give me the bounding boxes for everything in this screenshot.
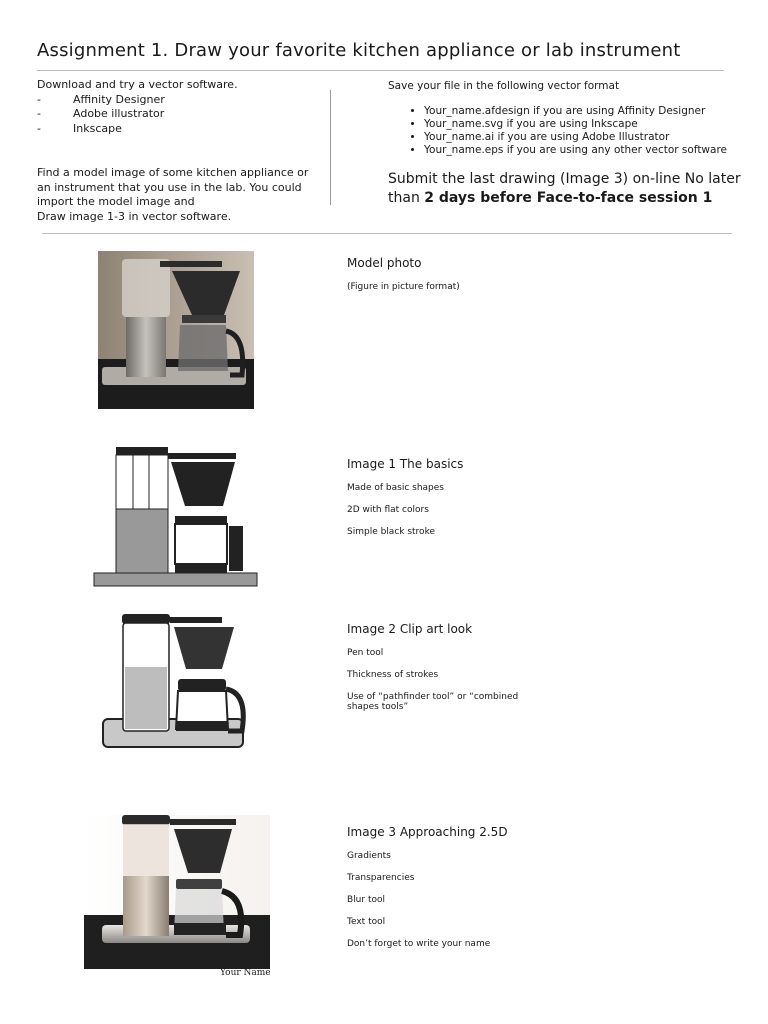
software-item: - Inkscape [37, 121, 122, 135]
image-1-flat-drawing [93, 446, 259, 588]
header-divider [42, 233, 732, 234]
software-item: - Affinity Designer [37, 92, 165, 106]
image-2-clip-art-drawing [102, 611, 248, 751]
format-item: • Your_name.ai if you are using Adobe Illustrator [424, 131, 758, 144]
signature-text: Your Name [220, 968, 271, 978]
left-instructions [37, 78, 327, 136]
format-item: • Your_name.afdesign if you are using Affinity Designer [424, 105, 758, 118]
section-model-photo: Model photo (Figure in picture format) [347, 256, 460, 292]
submit-deadline: Submit the last drawing (Image 3) on-line No later than 2 days before Face-to-face session 1 [388, 171, 741, 206]
save-intro: Save your file in the following vector format [388, 80, 620, 92]
intro-text: Download and try a vector software. [37, 78, 238, 91]
column-divider [330, 90, 331, 205]
title-divider [37, 70, 724, 71]
format-item: • Your_name.svg if you are using Inkscape [424, 118, 758, 131]
section-image-2: Image 2 Clip art look Pen tool Thickness of strokes Use of “pathfinder tool” or “combined shapes tools” [347, 622, 519, 712]
image-3-2-5d-drawing [84, 815, 270, 969]
task-text: Find a model image of some kitchen appliance or an instrument that you use in the lab. You could import the model image and Draw image 1-3 in vector software. [37, 166, 309, 223]
format-item: • Your_name.eps if you are using any other vector software [424, 144, 758, 157]
model-photo-coffee-maker [98, 251, 254, 409]
section-image-3: Image 3 Approaching 2.5D Gradients Transparencies Blur tool Text tool Don’t forget to write your name [347, 825, 508, 949]
section-image-1: Image 1 The basics Made of basic shapes 2D with flat colors Simple black stroke [347, 457, 464, 537]
format-list [388, 105, 758, 157]
software-item: - Adobe illustrator [37, 107, 165, 120]
right-instructions [388, 80, 758, 208]
page-title: Assignment 1. Draw your favorite kitchen appliance or lab instrument [37, 40, 681, 61]
